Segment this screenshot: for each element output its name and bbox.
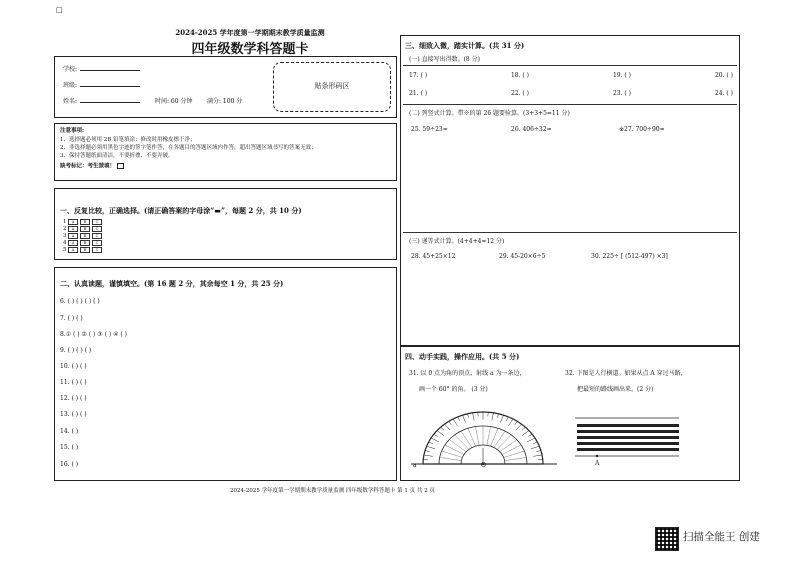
bubble-b: B [80,219,90,225]
protractor-tick [429,442,433,444]
section3-title: 三、细致入微，踏实计算。(共 31 分) [405,41,525,50]
fill-row-15[interactable]: 15. ( ) [60,444,79,451]
fill-row-12[interactable]: 12. ( ) ( ) [60,395,87,402]
protractor-tick [536,451,541,452]
protractor-ray [442,451,463,457]
protractor-tick [497,414,498,418]
student-info-box [54,56,397,118]
protractor-tick [467,414,468,418]
protractor-tick [516,424,522,430]
crosswalk-figure[interactable] [571,414,701,462]
protractor-tick [533,455,542,456]
choice-grid [63,219,104,254]
qr-code-icon [655,527,679,551]
exam-title: 2024-2025 学年度第一学期期末教学质量监测 [175,28,325,37]
protractor-tick [437,431,444,436]
watermark-text: 扫描全能王 创建 [683,531,760,543]
fill-row-10[interactable]: 10. ( ) ( ) [60,363,87,370]
protractor-tick [492,413,494,421]
school-label: 学校: [63,66,78,73]
answer-21: 21. ( ) [409,90,428,97]
bubble-a: A [68,240,78,246]
choice-row[interactable]: 1 A B C [63,219,104,226]
protractor-tick [431,438,439,442]
protractor-ray [494,431,505,447]
protractor-tick [500,415,503,422]
notice-item-1: 1、选择题必须用 2B 铅笔填涂；修改时用橡皮擦干净； [60,137,196,143]
barcode-area [273,62,391,112]
protractor-ray [504,451,525,457]
protractor-tick [427,446,435,449]
bubble-a: A [68,233,78,239]
bubble-c: C [92,240,102,246]
fill-row-13[interactable]: 13. ( ) ( ) [60,411,87,418]
protractor-ray [491,428,499,446]
protractor-ray [500,440,517,452]
protractor-tick [528,434,532,436]
answer-24: 24. ( ) [714,90,733,97]
right-column [400,35,740,481]
label-a: a [413,462,417,469]
calc-27[interactable]: ※27. 700÷90= [619,126,665,133]
answer-23: 23. ( ) [612,90,632,97]
bubble-b: B [80,247,90,253]
direct-calc-title: (一) 直接写出得数。(8 分) [409,56,480,63]
bubble-c: C [92,233,102,239]
protractor-tick [453,419,458,426]
answer-22: 22. ( ) [510,90,530,97]
choice-row[interactable]: 5 A B C [63,247,104,254]
fill-row-7[interactable]: 7. ( ) ( ) [60,315,83,322]
answer-18: 18. ( ) [510,72,530,79]
q31-text-1: 31. 以 0 点为角的顶点，射线 a 为一条边， [409,370,526,377]
corner-mark: □ [56,6,63,14]
protractor-tick [473,413,475,421]
notice-item-3: 3、保持答题纸面清洁，不要折叠、不要弄破。 [60,153,174,159]
bubble-b: B [80,233,90,239]
protractor-tick [506,417,508,421]
step-calc-title: (三) 递等式计算。(4+4+4=12 分) [409,238,505,245]
choice-row[interactable]: 3 A B C [63,233,104,240]
protractor-ray [449,440,466,452]
protractor-tick [527,438,535,442]
protractor-ray [455,435,469,450]
protractor-ray [475,427,479,446]
class-label: 班级: [63,82,78,89]
fill-row-16[interactable]: 16. ( ) [60,461,79,468]
protractor-tick [531,446,539,449]
card-title: 四年级数学科答题卡 [191,42,309,57]
label-A: A [595,460,600,467]
bubble-b: B [80,240,90,246]
protractor-tick [449,421,452,424]
protractor-tick [515,421,518,424]
section4-title: 四、动手实践，操作应用。(共 5 分) [405,352,520,361]
bubble-c: C [92,226,102,232]
choice-row[interactable]: 2 A B C [63,226,104,233]
absent-label: 缺考标记：考生禁填！ [60,163,116,170]
protractor-tick [425,451,430,452]
absent-checkbox[interactable] [117,163,124,169]
protractor-ray [461,431,472,447]
vertical-calc-title: (二) 列竖式计算。带※的第 26 题要验算。(3+3+5=11 分) [409,110,570,117]
section2-title: 二、认真读题，谨慎填空。(第 16 题 2 分，其余每空 1 分，共 25 分) [60,279,284,288]
calc-28[interactable]: 28. 45+25×12 [411,253,456,260]
q31-text-2: 画一个 60° 的角。 (3 分) [419,386,488,393]
label-o: O [481,462,486,469]
section1-box [54,188,397,260]
fill-row-14[interactable]: 14. ( ) [60,428,79,435]
direct-row-2[interactable] [409,90,733,98]
calc-25[interactable]: 25. 59÷23= [411,126,448,133]
protractor-tick [509,419,514,426]
bubble-c: C [92,247,102,253]
bubble-a: A [68,219,78,225]
choice-row[interactable]: 4 A B C [63,240,104,247]
protractor-tick [434,434,438,436]
protractor-ray [497,435,511,450]
protractor-tick [462,415,465,422]
protractor-tick [522,427,525,430]
name-field[interactable] [63,98,140,106]
section1-title: 一、反复比较，正确选择。(请正确答案的字母涂“▬”，每题 2 分，共 10 分) [60,206,302,215]
q32-text-2: 把最短的路线画出来。(2 分) [577,386,654,393]
bubble-a: A [68,247,78,253]
calc-26[interactable]: 26. 406÷32= [511,126,552,133]
protractor-tick [522,431,529,436]
answer-17: 17. ( ) [409,72,428,79]
notice-title: 注意事项: [60,128,85,134]
protractor-ray [440,457,462,460]
protractor-ray [487,427,491,446]
answer-20: 20. ( ) [714,72,733,79]
fill-row-6[interactable]: 6. ( ) ( ) ( ) ( ) [60,298,100,305]
fill-row-11[interactable]: 11. ( ) ( ) [60,379,87,386]
absent-mark [60,163,124,171]
calc-29[interactable]: 29. 45-20×6÷5 [499,253,546,260]
notice-item-2: 2、非选择题必须用黑色字迹的签字笔作答，在各题目的答题区域内作答，超出答题区域书写的答案无效； [60,145,317,151]
protractor-figure[interactable] [411,408,561,470]
protractor-tick [444,424,450,430]
protractor-ray [468,428,476,446]
protractor-tick [458,417,460,421]
section2-box [54,267,397,481]
protractor-tick [441,427,444,430]
protractor-ray [505,457,527,460]
fill-row-9[interactable]: 9. ( ) ( ) ( ) [60,347,92,354]
time-text: 时间: 60 分钟 [155,98,193,105]
q32-text-1: 32. 下图是人行横道。如果从点 A 穿过马路， [565,370,687,377]
score-text: 满分: 100 分 [207,98,243,105]
notice-box [54,123,397,181]
class-field[interactable] [63,82,140,90]
page-footer: 2024-2025 学年度第一学期期末教学质量监测 四年级数学科答题卡 第 1 页 共 2 页 [230,488,435,494]
answer-19: 19. ( ) [612,72,632,79]
school-field[interactable] [63,66,140,74]
barcode-label: 贴条形码区 [314,82,350,90]
direct-row-1[interactable] [409,72,733,80]
fill-row-8[interactable]: 8.① ( ) ② ( ) ③ ( ) ④ ( ) [60,331,127,338]
protractor-tick [533,442,537,444]
bubble-c: C [92,219,102,225]
protractor-tick [424,455,433,456]
bubble-a: A [68,226,78,232]
left-column [54,56,397,481]
name-label: 姓名: [63,98,78,105]
calc-30[interactable]: 30. 225÷ [ (512-497) ×3] [591,253,668,260]
bubble-b: B [80,226,90,232]
